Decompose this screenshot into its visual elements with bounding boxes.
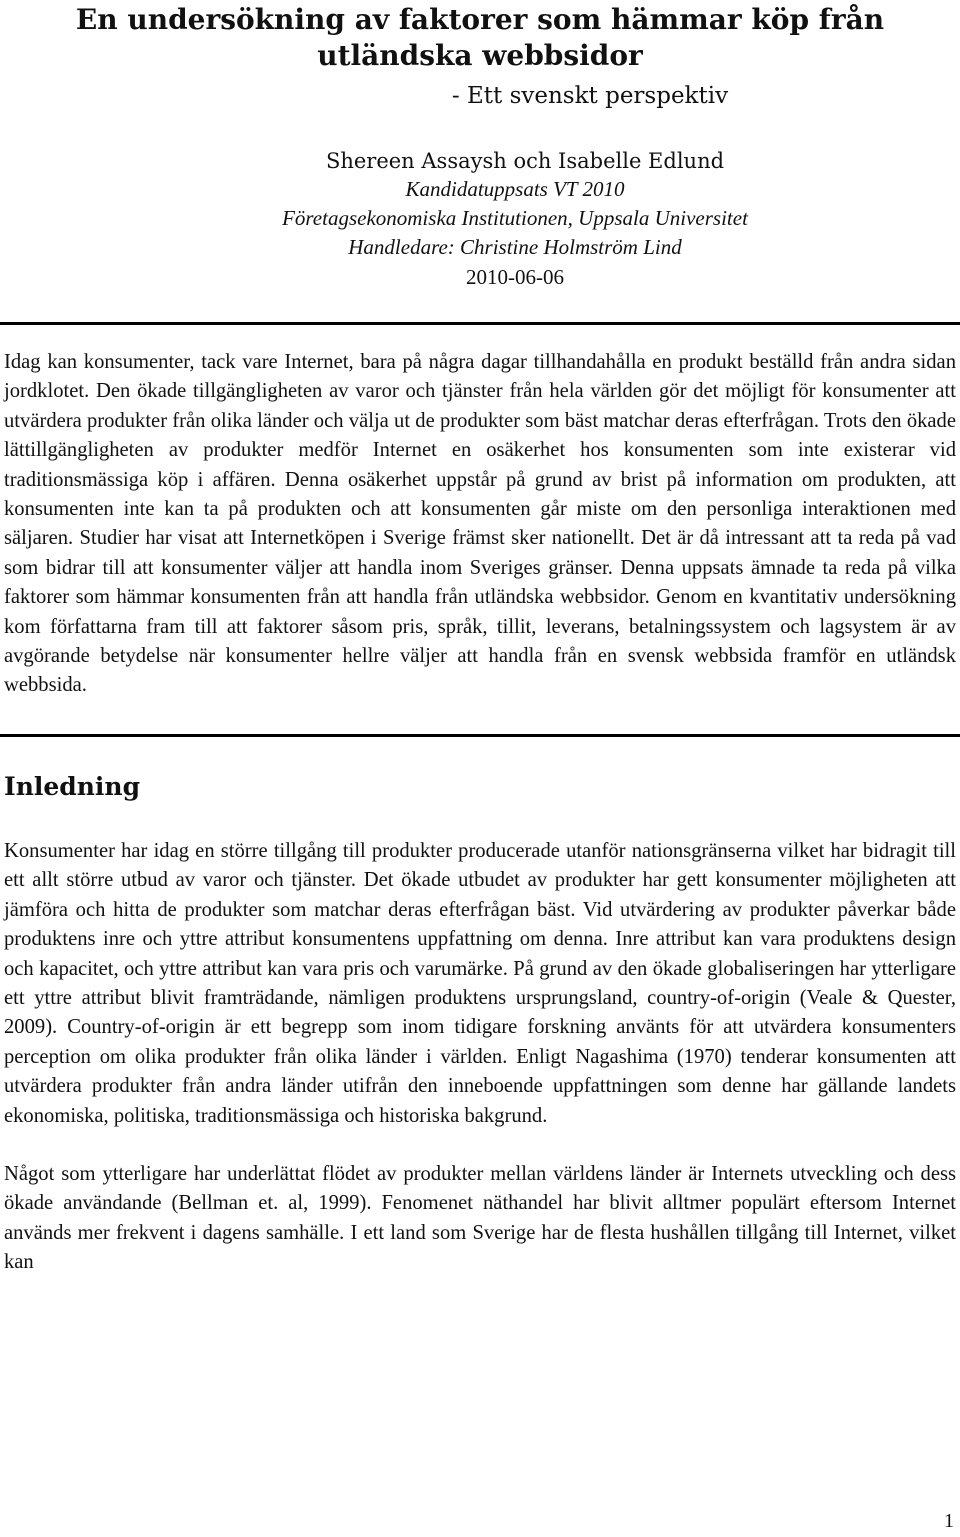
top-divider: [0, 322, 960, 325]
supervisor: Handledare: Christine Holmström Lind: [348, 235, 682, 259]
thesis-type: Kandidatuppsats VT 2010: [405, 177, 625, 201]
page-number: 1: [944, 1510, 954, 1532]
document-title: En undersökning av faktorer som hämmar köp från utländska webbsidor: [75, 3, 885, 72]
bottom-divider: [0, 734, 960, 737]
authors: Shereen Assaysh och Isabelle Edlund: [325, 149, 725, 173]
document-date: 2010-06-06: [466, 265, 564, 289]
abstract-text: Idag kan konsumenter, tack vare Internet, bara på några dagar tillhandahålla en produkt beställd från andra sidan jordklotet. Den ökade tillgängligheten av varor och tjänster från hela världen gör det möjligt för konsumenter att utvärdera produkter från olika länder och välja ut de produkter som bäst matchar deras efterfrågan. Trots den ökade lättillgängligheten av produkter medför Internet en osäkerhet hos konsumenten som inte existerar vid traditionsmässiga köp i affären. Denna osäkerhet uppstår på grund av brist på information om produkten, att konsumenten inte kan ta på produkten och att konsumenten går miste om den personliga interaktionen med säljaren. Studier har visat att Internetköpen i Sverige främst sker nationellt. Det är då intressant att ta reda på vad som bidrar till att konsumenter väljer att handla inom Sveriges gränser. Denna uppsats ämnade ta reda på vilka faktorer som hämmar konsumenten från att handla från utländska webbsidor. Genom en kvantitativ undersökning kom författarna fram till att faktorer såsom pris, språk, tillit, leverans, betalningssystem och lagsystem är av avgörande betydelse när konsumenter hellre väljer att handla från en svensk webbsida framför en utländsk webbsida.: [4, 351, 956, 697]
department: Företagsekonomiska Institutionen, Uppsala Universitet: [282, 206, 748, 230]
body-paragraph-1: Konsumenter har idag en större tillgång till produkter producerade utanför nationsgränserna vilket har bidragit till ett allt större utbud av varor och tjänster. Det ökade utbudet av produkter har gett konsumenter möjligheten att jämföra och hitta de produkter som matchar deras efterfrågan bäst. Vid utvärdering av produkter påverkar både produktens inre och yttre attribut konsumentens uppfattning om denna. Inre attribut kan vara produktens design och kapacitet, och yttre attribut kan vara pris och varumärke. På grund av den ökade globaliseringen har ytterligare ett yttre attribut blivit framträdande, nämligen produktens ursprungsland, country-of-origin (Veale & Quester, 2009). Country-of-origin är ett begrepp som inom tidigare forskning använts för att utvärdera konsumenters perception om olika produkter från olika länder i världen. Enligt Nagashima (1970) tenderar konsumenten att utvärdera produkter från andra länder utifrån den inneboende uppfattningen som denne har gällande landets ekonomiska, politiska, traditionsmässiga och historiska bakgrund.: [4, 839, 956, 1127]
document-subtitle: - Ett svenskt perspektiv: [451, 83, 729, 109]
section-heading: Inledning: [4, 771, 141, 801]
body-paragraph-2: Något som ytterligare har underlättat flödet av produkter mellan världens länder är Internets utveckling och dess ökade användande (Bellman et. al, 1999). Fenomenet näthandel har blivit alltmer populärt eftersom Internet används mer frekvent i dagens samhälle. I ett land som Sverige har de flesta hushållen tillgång till Internet, vilket kan: [4, 1162, 956, 1274]
